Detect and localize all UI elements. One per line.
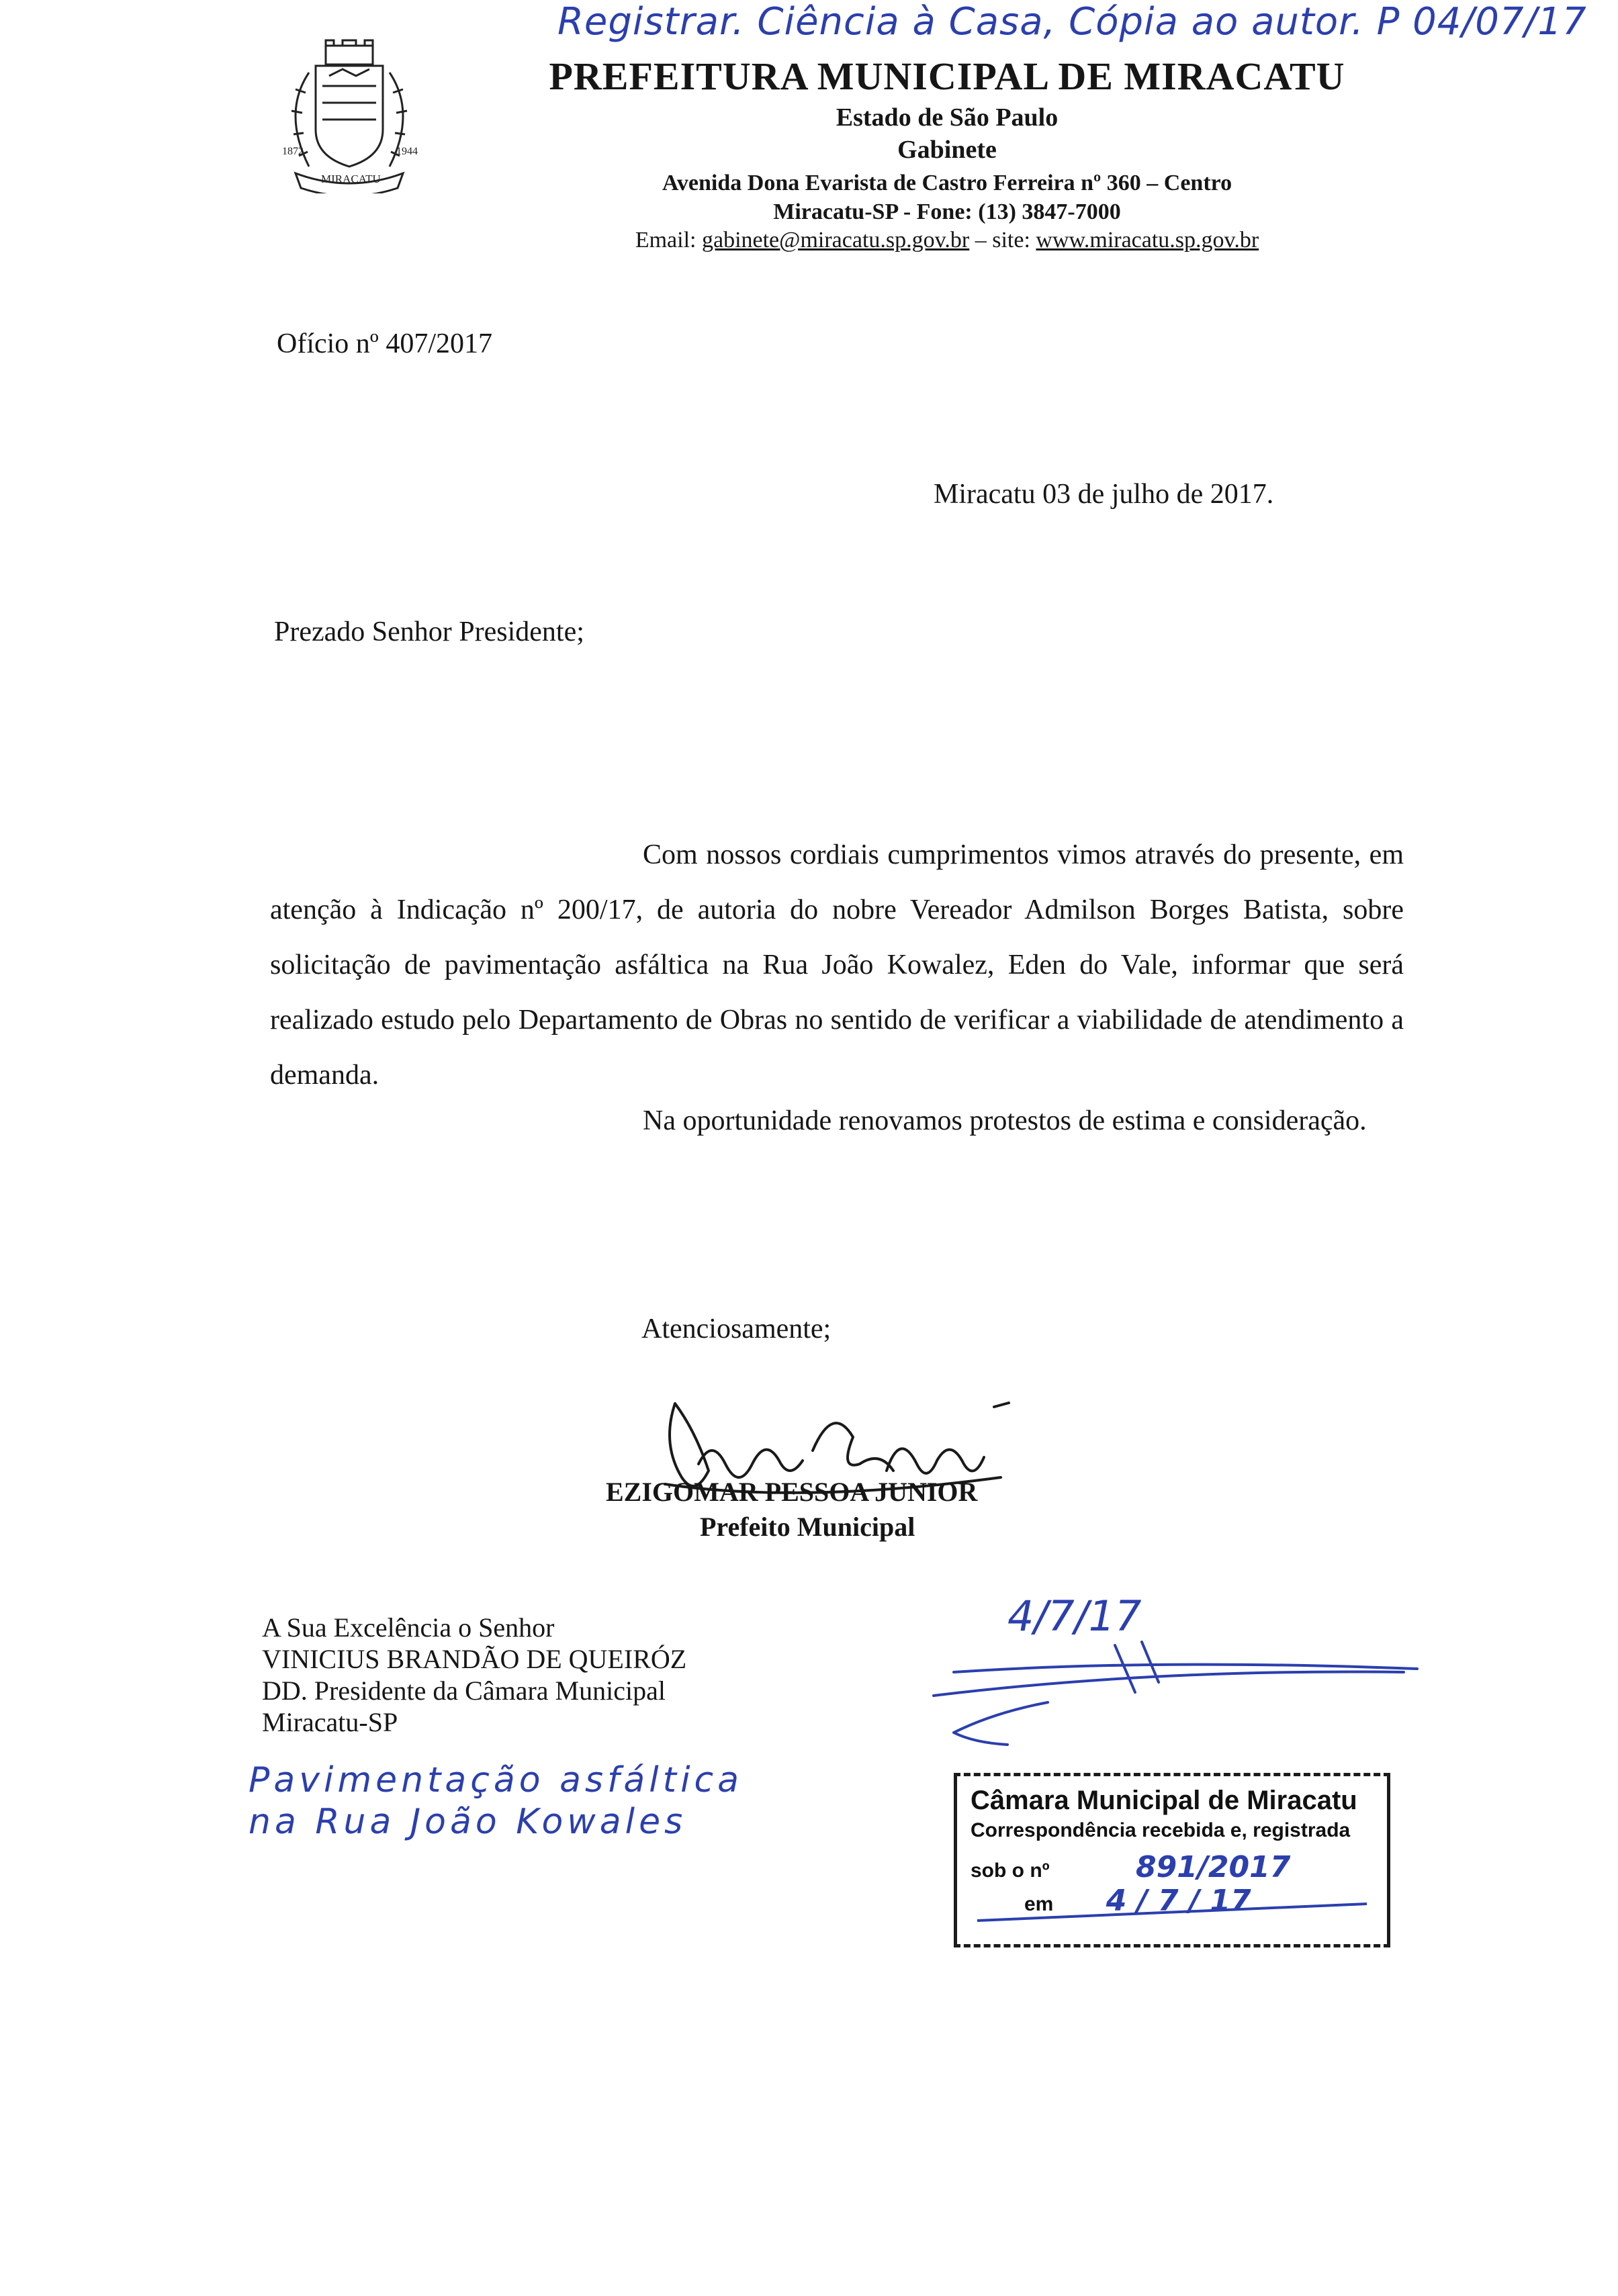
header-contact-line xyxy=(430,228,1464,253)
header-dept: Gabinete xyxy=(897,136,997,164)
seal-year-right: 1944 xyxy=(396,146,418,157)
stamp-line-3 xyxy=(971,1850,1290,1884)
handwritten-date: 4/7/17 xyxy=(1007,1592,1142,1641)
closing: Atenciosamente; xyxy=(641,1314,832,1344)
salutation: Prezado Senhor Presidente; xyxy=(274,616,584,647)
header-org: PREFEITURA MUNICIPAL DE MIRACATU xyxy=(549,54,1345,98)
municipal-seal xyxy=(269,39,430,193)
seal-ribbon-text: MIRACATU xyxy=(321,173,381,185)
signer-name: EZIGOMAR PESSOA JUNIOR xyxy=(606,1477,978,1507)
letter-date: Miracatu 03 de julho de 2017. xyxy=(934,479,1274,510)
handwritten-annotation-top: Registrar. Ciência à Casa, Cópia ao autor. P 04/07/17 xyxy=(557,0,1587,44)
receipt-stamp xyxy=(954,1773,1390,1947)
site-link[interactable]: www.miracatu.sp.gov.br xyxy=(1036,228,1259,252)
recipient-block xyxy=(262,1612,686,1738)
header-address: Avenida Dona Evarista de Castro Ferreira nº 360 – Centro xyxy=(662,171,1232,195)
handwritten-note-line-1: Pavimentação asfáltica xyxy=(249,1760,743,1800)
seal-year-left: 1872 xyxy=(282,146,304,157)
letter-number: Ofício nº 407/2017 xyxy=(277,328,492,359)
handwritten-note-line-2: na Rua João Kowales xyxy=(249,1802,687,1842)
stamp-title: Câmara Municipal de Miracatu xyxy=(971,1786,1357,1815)
stamp-number-value: 891/2017 xyxy=(1135,1850,1291,1884)
email-link[interactable]: gabinete@miracatu.sp.gov.br xyxy=(701,228,970,252)
site-label: – site: xyxy=(975,228,1030,252)
signer-title: Prefeito Municipal xyxy=(700,1512,915,1542)
paragraph-2-text: Na oportunidade renovamos protestos de estima e consideração. xyxy=(643,1105,1367,1136)
stamp-line-2: Correspondência recebida e, registrada xyxy=(971,1819,1351,1841)
stamp-date-label: em xyxy=(1024,1893,1054,1915)
stamp-date-value: 4 / 7 / 17 xyxy=(1106,1884,1251,1918)
header-state: Estado de São Paulo xyxy=(836,103,1059,132)
email-label: Email: xyxy=(635,228,696,252)
body-paragraph-1 xyxy=(270,827,1404,1103)
recipient-line-2: VINICIUS BRANDÃO DE QUEIRÓZ xyxy=(262,1644,687,1674)
stamp-scribble xyxy=(971,1894,1374,1934)
recipient-line-1: A Sua Excelência o Senhor xyxy=(262,1612,555,1643)
stamp-number-label: sob o nº xyxy=(971,1859,1050,1882)
received-scribble xyxy=(913,1632,1424,1753)
recipient-line-4: Miracatu-SP xyxy=(262,1707,398,1737)
recipient-line-3: DD. Presidente da Câmara Municipal xyxy=(262,1675,666,1706)
handwritten-note xyxy=(249,1759,743,1843)
paragraph-1-text: Com nossos cordiais cumprimentos vimos através do presente, em atenção à Indicação nº 200/17, de autoria do nobre Vereador Admilson Borges Batista, sobre solicitação de pavimentação asfáltica na Rua João Kowalez, Eden do Vale, informar que será realizado estudo pelo Departamento de Obras no sentido de verificar a viabilidade de atendimento a demanda. xyxy=(270,839,1404,1091)
header-phone: Miracatu-SP - Fone: (13) 3847-7000 xyxy=(773,199,1121,224)
body-paragraph-2 xyxy=(270,1093,1404,1148)
